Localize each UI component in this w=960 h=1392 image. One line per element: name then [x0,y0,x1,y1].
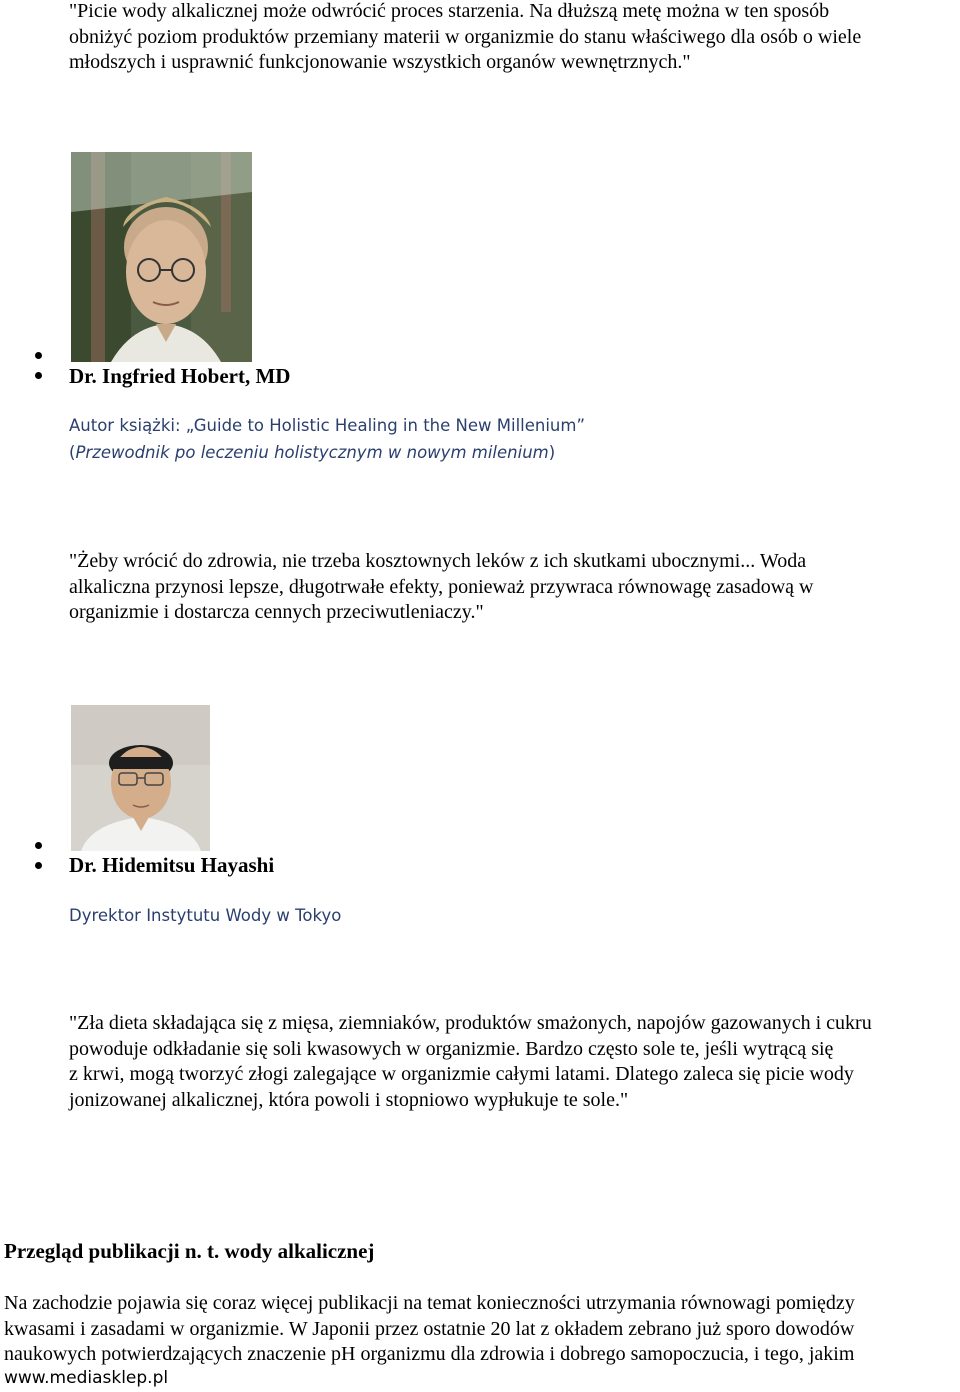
book-translation-line: (Przewodnik po leczeniu holistycznym w nowym milenium) [69,443,556,462]
quote-paragraph-hobert [69,549,813,626]
portrait-photo-hayashi [71,705,210,851]
book-translation-italic: Przewodnik po leczeniu holistycznym w nowym milenium [75,443,549,462]
book-title-line: Autor książki: „Guide to Holistic Healing in the New Millenium” [69,416,586,435]
section-heading: Przegląd publikacji n. t. wody alkalicznej [4,1239,375,1263]
text-line: Na zachodzie pojawia się coraz więcej publikacji na temat konieczności utrzymania równowagi pomiędzy [4,1292,855,1314]
text-line: "Zła dieta składająca się z mięsa, ziemniaków, produktów smażonych, napojów gazowanych i cukru [69,1012,872,1034]
doctor-name-hayashi: Dr. Hidemitsu Hayashi [69,853,275,877]
text-line: obniżyć poziom produktów przemiany materii w organizmie do stanu właściwego dla osób o wiele [69,25,862,48]
doctor-description-hobert [69,412,585,466]
doctor-description-hayashi [69,902,341,929]
institute-line: Dyrektor Instytutu Wody w Tokyo [69,906,342,925]
list-bullet [35,372,42,379]
portrait-hayashi-image [71,705,210,851]
text-line: organizmie i dostarcza cennych przeciwutleniaczy." [69,601,484,623]
quote-paragraph-1 [69,0,861,76]
text-line: kwasami i zasadami w organizmie. W Japonii przez ostatnie 20 lat z okładem zebrano już sporo dowodów [4,1317,855,1340]
footer-watermark: www.mediasklep.pl [4,1368,169,1388]
text-line: alkaliczna przynosi lepsze, długotrwałe efekty, ponieważ przywraca równowagę zasadową w [69,575,814,598]
section-paragraph [4,1291,855,1368]
list-bullet [35,862,42,869]
text-line: młodszych i usprawnić funkcjonowanie wszystkich organów wewnętrznych." [69,51,691,73]
list-bullet [35,842,42,849]
text-line: naukowych potwierdzających znaczenie pH organizmu dla zdrowia i dobrego samopoczucia, i tego, jakim [4,1343,855,1365]
list-bullet [35,352,42,359]
text-line: powoduje odkładanie się soli kwasowych w organizmie. Bardzo często sole te, jeśli wytrącą się [69,1037,834,1060]
text-line: jonizowanej alkalicznej, która powoli i stopniowo wypłukuje te sole." [69,1088,629,1111]
portrait-hobert-image [71,152,252,362]
text-line: "Picie wody alkalicznej może odwrócić proces starzenia. Na dłuższą metę można w ten sposób [69,0,830,22]
doctor-name-hobert: Dr. Ingfried Hobert, MD [69,364,291,388]
text-line: "Żeby wrócić do zdrowia, nie trzeba kosztownych leków z ich skutkami ubocznymi... Woda [69,550,807,572]
text-line: z krwi, mogą tworzyć złogi zalegające w organizmie całymi latami. Dlatego zaleca się picie wody [69,1063,854,1085]
quote-paragraph-hayashi [69,1011,872,1113]
portrait-photo-hobert [71,152,252,362]
